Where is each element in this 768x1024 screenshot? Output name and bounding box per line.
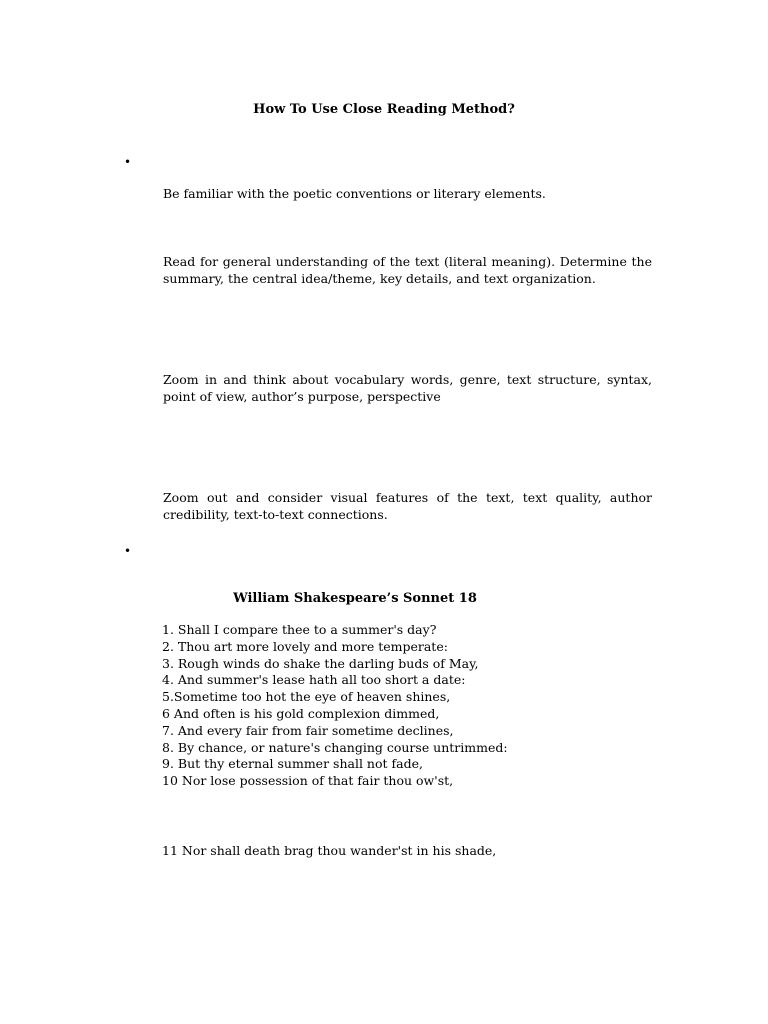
paragraph-general-understanding: Read for general understanding of the text (literal meaning). Determine the summary, the central idea/theme, key details, and text organization. bbox=[163, 254, 652, 286]
sonnet-line: 5.Sometime too hot the eye of heaven shines, bbox=[162, 689, 451, 705]
paragraph-familiar-conventions: Be familiar with the poetic conventions or literary elements. bbox=[163, 186, 546, 201]
sonnet-line: 7. And every fair from fair sometime declines, bbox=[162, 722, 454, 738]
sonnet-line: 9. But thy eternal summer shall not fade, bbox=[162, 756, 423, 772]
sonnet-line: 4. And summer's lease hath all too short a date: bbox=[162, 672, 466, 688]
sonnet-line: 2. Thou art more lovely and more temperate: bbox=[162, 638, 448, 654]
sonnet-line: 1. Shall I compare thee to a summer's day? bbox=[162, 622, 437, 637]
sonnet-lines bbox=[162, 622, 508, 790]
sonnet-line: 3. Rough winds do shake the darling buds of May, bbox=[162, 655, 479, 671]
sonnet-line: 10 Nor lose possession of that fair thou ow'st, bbox=[162, 773, 454, 789]
paragraph-zoom-in: Zoom in and think about vocabulary words, genre, text structure, syntax, point of view, author’s purpose, perspective bbox=[163, 372, 652, 404]
bullet-2: • bbox=[124, 544, 132, 558]
bullet-1: • bbox=[124, 155, 132, 169]
document-title: How To Use Close Reading Method? bbox=[253, 102, 515, 117]
sonnet-title: William Shakespeare’s Sonnet 18 bbox=[233, 591, 477, 606]
sonnet-line: 8. By chance, or nature's changing course untrimmed: bbox=[162, 739, 508, 755]
paragraph-zoom-out: Zoom out and consider visual features of the text, text quality, author credibility, text-to-text connections. bbox=[163, 490, 652, 522]
sonnet-line-11: 11 Nor shall death brag thou wander'st in his shade, bbox=[162, 843, 497, 858]
sonnet-line: 6 And often is his gold complexion dimmed, bbox=[162, 705, 440, 721]
